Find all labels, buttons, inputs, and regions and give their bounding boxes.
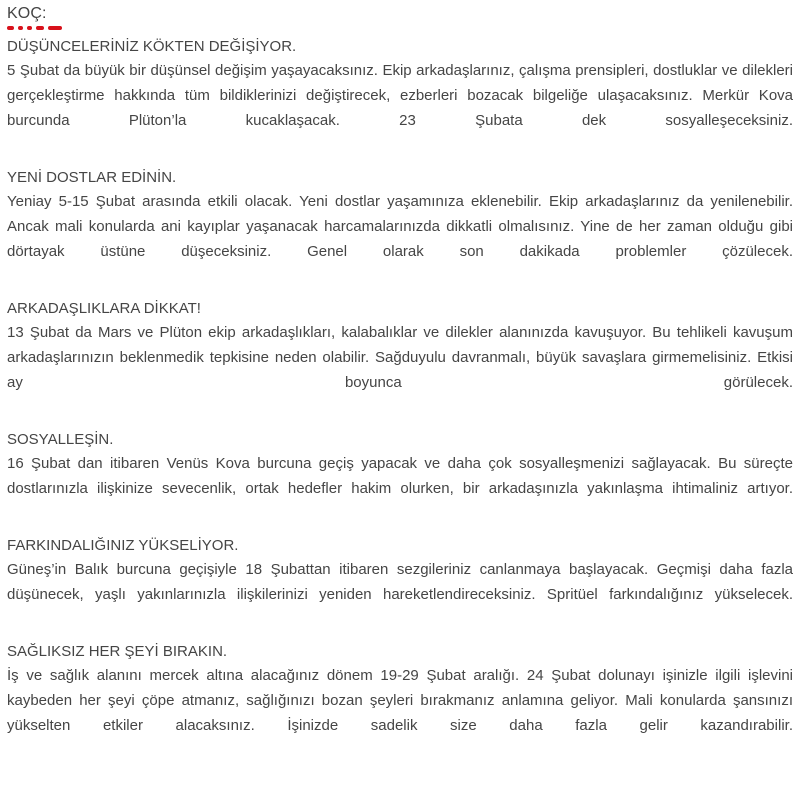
section-title: SOSYALLEŞİN.: [7, 431, 114, 448]
section-4: [7, 429, 793, 526]
section-title: FARKINDALIĞINIZ YÜKSELİYOR.: [7, 537, 239, 554]
section-body: Güneş’in Balık burcuna geçişiyle 18 Şubattan itibaren sezgileriniz canlanmaya başlayacak. Geçmişi daha fazla düşünecek, yaşlı yakınlarınızla ilişkilerinizi yeniden hareketlendireceksiniz. Spritüel farkındalığınız yükselecek.: [7, 561, 793, 603]
section-body: 5 Şubat da büyük bir düşünsel değişim yaşayacaksınız. Ekip arkadaşlarınız, çalışma prensipleri, dostluklar ve dilekleri gerçekleştirme hakkında tüm bildiklerinizi değiştirecek, ezberleri bozacak bilgeliğe ulaşacaksınız. Merkür Kova burcunda Plüton’la kucaklaşacak. 23 Şubata dek sosyalleşeceksiniz.: [7, 62, 793, 129]
section-2: [7, 167, 793, 289]
section-6: [7, 641, 793, 763]
heading-dotted-underline: [7, 24, 67, 36]
section-body: İş ve sağlık alanını mercek altına alacağınız dönem 19-29 Şubat aralığı. 24 Şubat dolunayı işinizle ilgili işlevini kaybeden her şeyi çöpe atmanız, sağlığınızı bozan şeyleri bırakmanız anlamına geliyor. Mali konularda şansınızı yükselten etkiler alacaksınız. İşinizde sadelik size daha fazla gelir kazandırabilir.: [7, 667, 793, 734]
section-body: Yeniay 5-15 Şubat arasında etkili olacak. Yeni dostlar yaşamınıza eklenebilir. Ekip arkadaşlarınız da yenilenebilir. Ancak mali konularda ani kayıplar yaşanacak harcamalarınızda dikkatli olmalısınız. Yine de her zaman olduğu gibi dörtayak üstüne düşeceksiniz. Genel olarak son dakikada problemler çözülecek.: [7, 193, 793, 260]
sign-heading: KOÇ:: [7, 5, 47, 22]
section-body: 16 Şubat dan itibaren Venüs Kova burcuna geçiş yapacak ve daha çok sosyalleşmenizi sağlayacak. Bu süreçte dostlarınızla ilişkinize sevecenlik, ortak hedefler hakim olurken, bir arkadaşınızla yakınlaşma ihtimaliniz artıyor.: [7, 455, 793, 497]
section-title: SAĞLIKSIZ HER ŞEYİ BIRAKIN.: [7, 643, 228, 660]
section-title: YENİ DOSTLAR EDİNİN.: [7, 169, 177, 186]
section-5: [7, 535, 793, 632]
section-title: ARKADAŞLIKLARA DİKKAT!: [7, 300, 201, 317]
section-title: DÜŞÜNCELERİNİZ KÖKTEN DEĞİŞİYOR.: [7, 38, 297, 55]
section-3: [7, 298, 793, 420]
section-body: 13 Şubat da Mars ve Plüton ekip arkadaşlıkları, kalabalıklar ve dilekler alanınızda kavuşuyor. Bu tehlikeli kavuşum arkadaşlarınızın beklenmedik tepkisine neden olabilir. Sağduyulu davranmalı, büyük savaşlara girmemelisiniz. Etkisi ay boyunca görülecek.: [7, 324, 793, 391]
section-1: [7, 36, 793, 158]
